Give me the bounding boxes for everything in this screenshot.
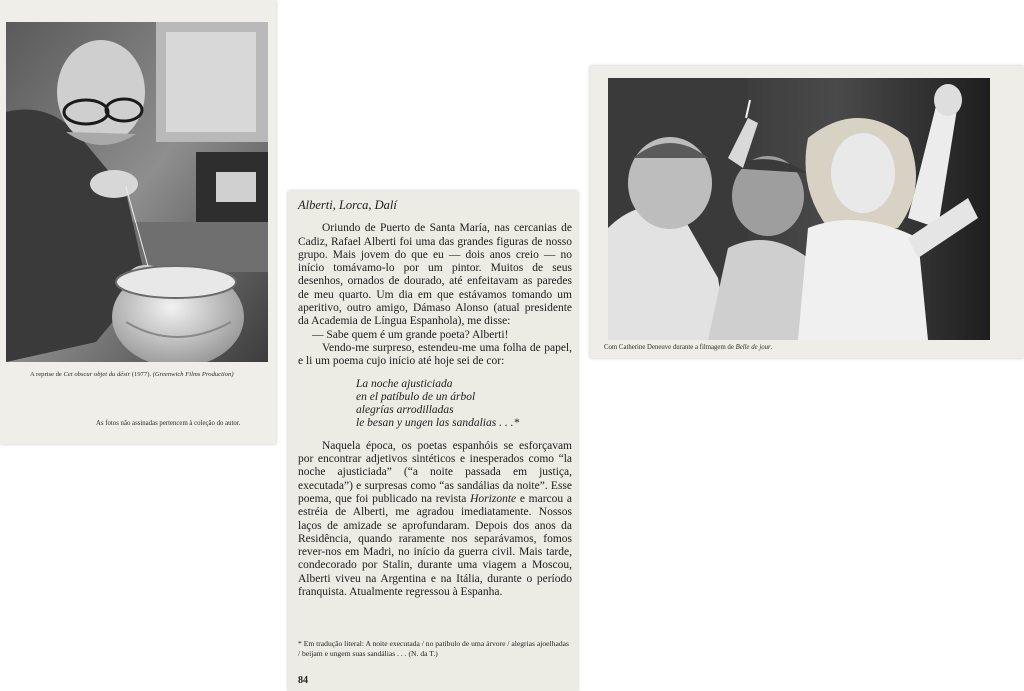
caption-prefix: Com Catherine Deneuve durante a filmagem de (604, 344, 736, 351)
poem-line: La noche ajusticiada (356, 377, 453, 390)
dialogue-line: — Sabe quem é um grande poeta? Alberti! (312, 328, 509, 341)
page-number: 84 (298, 675, 308, 686)
photo-man-with-jar (6, 22, 268, 362)
caption-suffix: (1977). (130, 371, 153, 378)
caption-credit: (Greenwich Films Production) (152, 371, 234, 378)
paragraph-1: Oriundo de Puerto de Santa María, nas cercanias de Cadiz, Rafael Alberti foi uma das grandes figuras de nosso grupo. Mais jovem do que eu — dois anos creio — no início tomávamo-lo por um pintor. Muitos de seus desenhos, ornados de dourado, até enfeitavam as paredes de meu quarto. Um dia em que estávamos tomando um aperitivo, outro amigo, Dámaso Alonso (atual presidente da Academia de Língua Espanhola), me disse: (298, 222, 572, 328)
left-book-page (0, 0, 276, 444)
photo-illustration-right (608, 78, 990, 340)
section-title: Alberti, Lorca, Dalí (298, 198, 397, 212)
chapter-text (298, 199, 572, 599)
center-book-page (288, 191, 578, 691)
caption-film-title: Belle de jour (735, 344, 771, 351)
right-photo-caption (604, 344, 1004, 352)
poem-line: alegrías arrodilladas (356, 404, 454, 417)
photo-illustration (6, 22, 268, 362)
paragraph-2: Vendo-me surpreso, estendeu-me uma folha de papel, e li um poema cujo início até hoje sei de cor: (298, 341, 572, 368)
caption-suffix: . (770, 344, 773, 351)
paragraph-3-start: Naquela época, os poetas espanhóis se esforçavam por encontrar adjetivos sintéticos e inesperados como “la noche ajusticiada” (“a noite passada em justiça, executada”) e surpresas como “as sandálias da noite”. Esse poema, que foi publicado na revista (298, 439, 572, 505)
poem-line: en el patíbulo de un árbol (356, 390, 476, 403)
photo-film-set (608, 78, 990, 340)
poem-line: le besan y ungen las sandalias . . .* (356, 417, 520, 430)
caption-prefix: A reprise de (30, 371, 64, 378)
right-book-page (590, 66, 1024, 358)
photo-credits-note: As fotos não assinadas pertencem à coleção do autor. (96, 420, 241, 427)
left-photo-caption (30, 371, 275, 379)
poem-quote (356, 378, 572, 431)
caption-film-title: Cet obscur objet du désir (63, 371, 131, 378)
paragraph-3 (298, 440, 572, 600)
magazine-title: Horizonte (470, 492, 517, 505)
footnote: * Em tradução literal: A noite executada / no patíbulo de uma árvore / alegrias ajoelhadas / beijam e ungem suas sandálias . . . (N. da T.) (298, 639, 569, 658)
paragraph-3-end: e marcou a estréia de Alberti, me agradou imediatamente. Nossos laços de amizade se aprofundaram. Depois dos anos da Residência, quando raramente nos separávamos, fomos rever-nos em Madri, no início da guerra civil. Mais tarde, condecorado por Stalin, durante uma viagem a Moscou, Alberti viveu na Argentina e na Itália, durante o período franquista. Atualmente regressou à Espanha. (298, 492, 572, 599)
